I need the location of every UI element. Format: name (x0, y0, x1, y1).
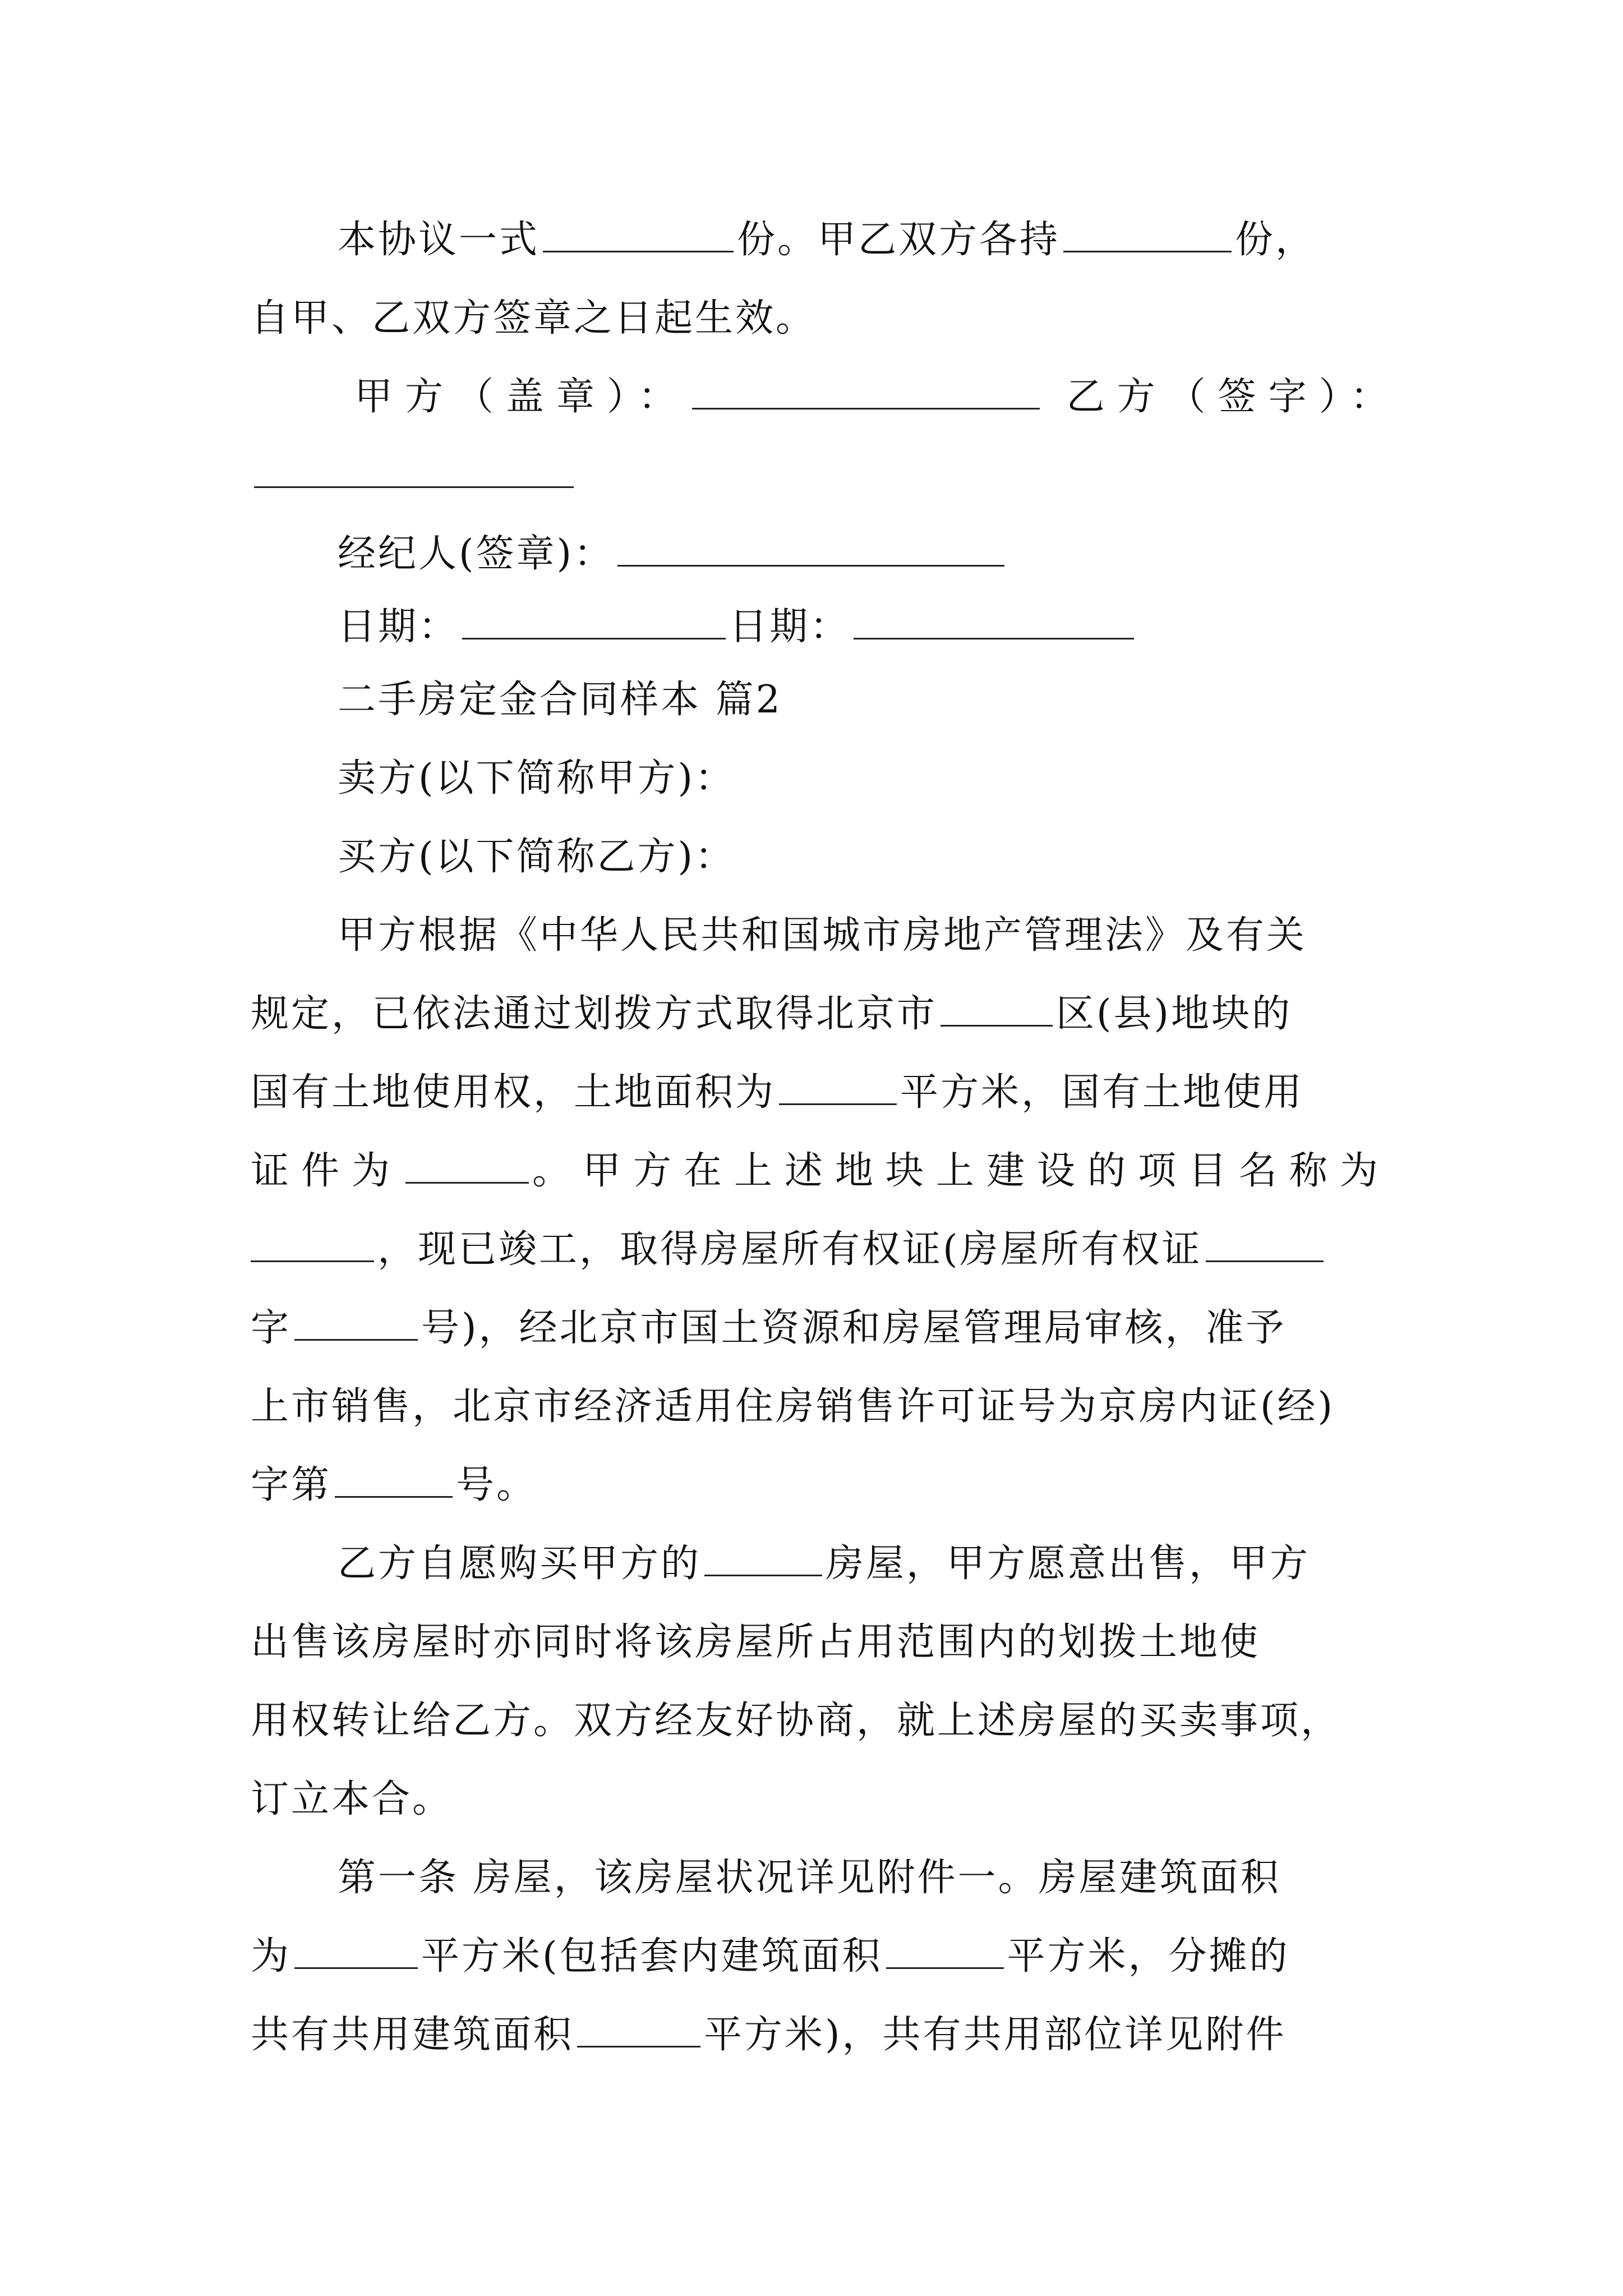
line-4-blank (251, 449, 577, 503)
buyer-line: 买方(以下简称乙方)： (338, 835, 736, 879)
district-blank (940, 990, 1053, 1027)
cert-number-blank (294, 1304, 418, 1341)
project-name-blank (251, 1226, 374, 1262)
para1-line7: 上市销售，北京市经济适用住房销售许可证号为京房内证(经) (251, 1384, 1335, 1429)
agent-sign-blank (617, 530, 1004, 567)
seller-line: 卖方(以下简称甲方)： (338, 756, 736, 800)
line-5-agent: 经纪人(签章)： (338, 527, 1008, 581)
line-2: 自甲、乙双方签章之日起生效。 (251, 296, 817, 341)
date-a-blank (462, 603, 726, 639)
section-title: 二手房定金合同样本 篇2 (338, 678, 782, 722)
line-3-signatures: 甲方（盖章）： 乙方（签字）： (354, 370, 1401, 424)
para1-line3: 国有土地使用权，土地面积为 平方米，国有土地使用 (251, 1066, 1304, 1120)
party-a-seal-blank (692, 373, 1040, 409)
para1-line2: 规定，已依法通过划拨方式取得北京市 区(县)地块的 (251, 987, 1292, 1041)
para1-line4: 证件为 。甲方在上述地块上建设的项目名称为 (251, 1144, 1390, 1198)
article1-line3: 共有共用建筑面积 平方米)，共有共用部位详见附件 (251, 2008, 1287, 2062)
para2-line3: 用权转让给乙方。双方经友好协商，就上述房屋的买卖事项， (251, 1699, 1341, 1743)
ownership-cert-blank (1206, 1226, 1324, 1262)
certificate-blank (405, 1147, 529, 1184)
building-area-blank (294, 1932, 418, 1969)
para1-line5: ，现已竣工，取得房屋所有权证(房屋所有权证 (251, 1223, 1327, 1277)
party-b-sign-blank (254, 452, 574, 488)
house-blank (704, 1540, 822, 1576)
copies-blank (543, 216, 734, 252)
line-1: 本协议一式 份。甲乙双方各持 份， (338, 213, 1316, 267)
para2-line4: 订立本合。 (251, 1777, 453, 1821)
date-b-blank (854, 603, 1134, 639)
land-area-blank (779, 1069, 897, 1105)
para2-line1: 乙方自愿购买甲方的 房屋，甲方愿意出售，甲方 (338, 1537, 1310, 1591)
license-number-blank (335, 1461, 453, 1498)
line-6-dates: 日期： 日期： (338, 600, 1137, 654)
article1-line2: 为 平方米(包括套内建筑面积 平方米，分摊的 (251, 1930, 1290, 1984)
article1-line1: 第一条 房屋，该房屋状况详见附件一。房屋建筑面积 (338, 1856, 1281, 1900)
each-holds-blank (1063, 216, 1232, 252)
para2-line2: 出售该房屋时亦同时将该房屋所占用范围内的划拨土地使 (251, 1620, 1261, 1664)
para1-line8: 字第 号。 (251, 1458, 537, 1512)
inner-area-blank (886, 1932, 1004, 1969)
shared-area-blank (577, 2011, 700, 2047)
para1-line1: 甲方根据《中华人民共和国城市房地产管理法》及有关 (338, 913, 1307, 958)
para1-line6: 字 号)，经北京市国土资源和房屋管理局审核，准予 (251, 1301, 1287, 1355)
